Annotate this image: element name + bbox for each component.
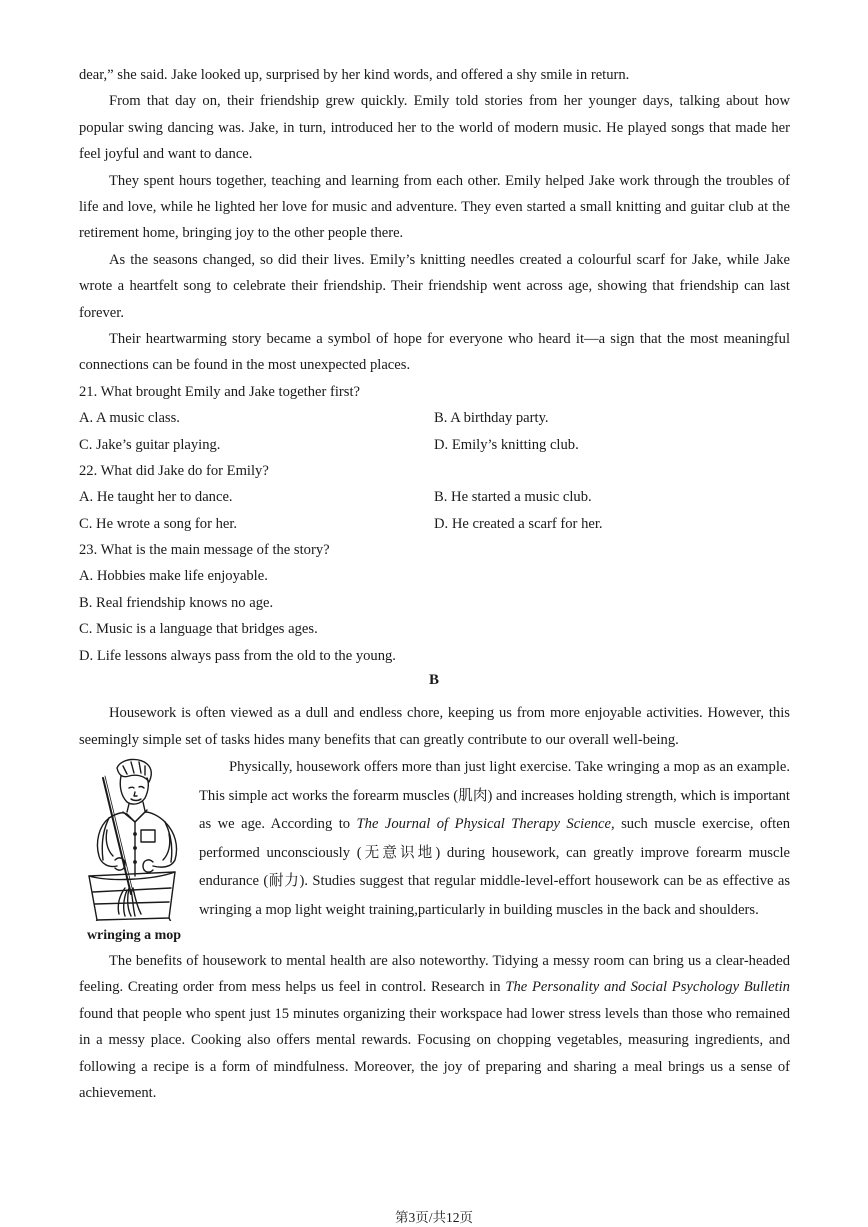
question-23-stem: 23. What is the main message of the story? xyxy=(79,542,330,558)
page-number-footer: 第3页/共12页 xyxy=(394,1210,473,1225)
passage-b-paragraph-3 xyxy=(79,948,790,1106)
passage-a-paragraph-1: From that day on, their friendship grew quickly. Emily told stories from her younger days, talking about how popular swing dancing was. Jake, in turn, introduced her to the world of modern music. He played songs that made her feel joyful and want to dance. xyxy=(79,93,790,163)
question-21-stem: 21. What brought Emily and Jake together first? xyxy=(79,384,360,400)
question-22-option-a: A. He taught her to dance. xyxy=(79,489,233,505)
question-23-option-a: A. Hobbies make life enjoyable. xyxy=(79,568,268,584)
passage-b-paragraph-3-text xyxy=(79,948,790,1106)
passage-a-paragraph-2: They spent hours together, teaching and learning from each other. Emily helped Jake work through the troubles of life and love, while he lighted her love for music and adventure. They even started a small knitting and guitar club at the retirement home, bringing joy to the other people there. xyxy=(79,172,790,242)
question-22-option-d: D. He created a scarf for her. xyxy=(434,516,603,532)
journal-title-physical-therapy: The Journal of Physical Therapy Science xyxy=(356,816,611,833)
question-21-option-c: C. Jake’s guitar playing. xyxy=(79,437,221,453)
question-21-option-b: B. A birthday party. xyxy=(434,410,549,426)
passage-b-intro xyxy=(79,700,790,754)
passage-b-paragraph-2 xyxy=(199,753,790,925)
journal-title-personality: The Personality and Social Psychology Bulletin xyxy=(505,979,790,996)
question-21-option-a: A. A music class. xyxy=(79,410,180,426)
man-wringing-mop-image xyxy=(79,756,189,921)
paragraph-2-part-2: , such muscle exercise, often performed unconsciously (无意识地) during housework, can greatly improve forearm muscle endurance (耐力). Studies suggest that regular middle-level-effort housework can be as effective as wringing a mop light weight training,particularly in building muscles in the back and shoulders. xyxy=(199,816,790,918)
question-23-option-b: B. Real friendship knows no age. xyxy=(79,595,274,611)
section-heading: B xyxy=(428,672,439,688)
question-22-option-b: B. He started a music club. xyxy=(434,489,592,505)
passage-a-paragraph-3: As the seasons changed, so did their lives. Emily’s knitting needles created a colourful scarf for Jake, while Jake wrote a heartfelt song to celebrate their friendship. Their friendship went across age, showing that friendship can last forever. xyxy=(79,251,790,321)
paragraph-3-part-2: found that people who spent just 15 minutes organizing their workspace had lower stress levels than those who remained in a messy place. Cooking also offers mental rewards. Focusing on chopping vegetables, measuring ingredients, and following a recipe is a form of mindfulness. Moreover, the joy of preparing and sharing a meal brings us a sense of achievement. xyxy=(79,1005,790,1102)
passage-b-paragraph-1: Housework is often viewed as a dull and endless chore, keeping us from more enjoyable activities. However, this seemingly simple set of tasks hides many benefits that can greatly contribute to our overall well-being. xyxy=(79,705,790,748)
paragraph-3-part-1: The benefits of housework to mental health are also noteworthy. Tidying a messy room can bring us a clear-headed feeling. Creating order from mess helps us feel in control. Research in xyxy=(79,953,790,996)
question-21-option-d: D. Emily’s knitting club. xyxy=(434,437,579,453)
question-22-option-c: C. He wrote a song for her. xyxy=(79,516,238,532)
wringing-mop-illustration xyxy=(79,756,189,926)
passage-a-paragraph-4: Their heartwarming story became a symbol of hope for everyone who heard it—a sign that the most meaningful connections can be found in the most unexpected places. xyxy=(79,331,790,374)
paragraph-2-part-1: Physically, housework offers more than just light exercise. Take wringing a mop as an example. This simple act works the forearm muscles (肌肉) and increases holding strength, which is important as we age. According to xyxy=(199,759,790,833)
passage-a-paragraph-0: dear,” she said. Jake looked up, surprised by her kind words, and offered a shy smile in return. xyxy=(79,67,630,83)
passage-b-paragraph-2-text xyxy=(199,753,790,925)
figure-caption: wringing a mop xyxy=(86,928,182,943)
question-22-stem: 22. What did Jake do for Emily? xyxy=(79,463,269,479)
question-23-option-d: D. Life lessons always pass from the old to the young. xyxy=(79,648,396,664)
passage-a xyxy=(79,62,790,379)
question-23-option-c: C. Music is a language that bridges ages. xyxy=(79,621,318,637)
